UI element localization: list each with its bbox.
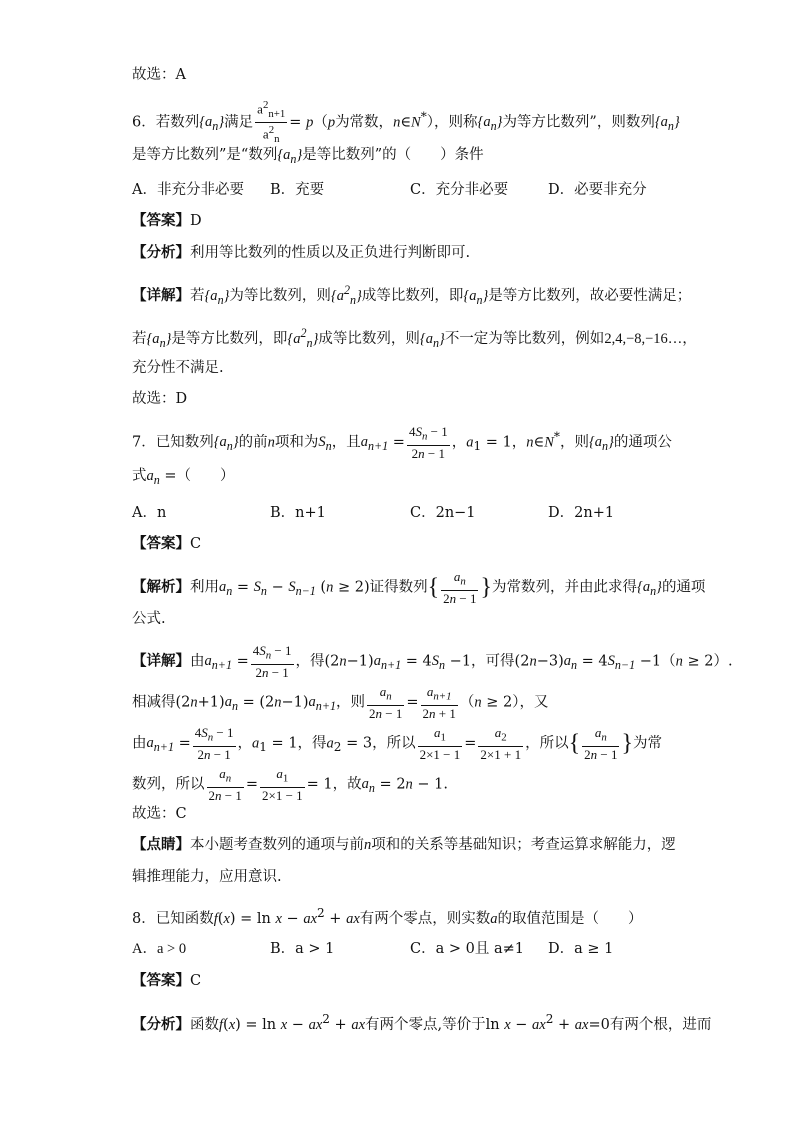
detail-6-line-2: 若$\{a_n\}$是等方比数列，即$\{a^2_n\}$成等比数列，则$\{a_n\}$不一定为等比数列，例如2,4,−8,−16…， [132,326,697,350]
q8-option-c: C．a > 0且 a≠1 [410,941,524,957]
analysis-8: 【分析】函数$f(x) = \ln x - ax^2$ + ax有两个零点,等价于$\ln x - ax^2 + ax=0$有两个根，进而 [132,1012,712,1033]
q6-option-c: C．充分非必要 [410,182,509,198]
answer-8: 【答案】C [132,973,202,989]
q8-option-b: B．a > 1 [270,941,335,957]
q7-option-a: A．n [132,505,167,521]
q6-option-a: A．非充分非必要 [132,182,244,198]
explain-7-line-2: 公式. [132,611,166,627]
answer-6: 【答案】D [132,213,202,229]
detail-7-line-1: 【详解】由$a_{n+1}$ = $\frac{4S_n - 1}{2n - 1}$ ，得$(2n-1)a_{n+1} = 4S_n -1$，可得$(2n-3)a_n = 4S_{n-1} -1(n \ge 2)$. [132,643,733,680]
note-7-line-2: 辑推理能力，应用意识. [132,869,282,885]
question-7-line-2: 式$a_n$ =（ ） [132,468,235,487]
answer-7: 【答案】C [132,536,202,552]
explain-7-line-1: 【解析】利用$a_n = S_n - S_{n-1}$ (n ≥ 2)证得数列{ $\frac{a_n}{2n - 1}$ }为常数列，并由此求得$\{a_n\}$的通项 [132,569,706,606]
select-7: 故选：C [132,806,187,822]
conclusion-line: 故选：A [132,67,186,83]
select-6: 故选：D [132,391,188,407]
note-7-line-1: 【点睛】本小题考查数列的通项与前n项和的关系等基础知识；考查运算求解能力，逻 [132,837,676,853]
question-7-line-1: 7．已知数列$\{a_n\}$的前n项和为$S_n$，且$a_{n+1}$ = $\frac{4S_n - 1}{2n - 1}$ ，$a_1 = 1$，n∈N*，则$\{a_n\}$的通项公 [132,424,672,461]
q7-option-b: B．n+1 [270,505,326,521]
q6-option-d: D．必要非充分 [548,182,647,198]
q8-option-a: A．a > 0 [132,941,187,957]
q7-option-d: D．2n+1 [548,505,615,521]
detail-6-line-3: 充分性不满足. [132,360,224,376]
detail-7-line-2: 相减得$(2n+1)a_n = (2n-1)a_{n+1}$，则 $\frac{a_n}{2n - 1}$ = $\frac{a_{n+1}}{2n + 1}$ （n ≥ 2），又 [132,684,549,721]
detail-6-line-1: 【详解】若$\{a_n\}$为等比数列，则$\{a^2_n\}$成等比数列，即$\{a_n\}$是等方比数列，故必要性满足； [132,283,692,307]
question-6-line-2: 是等方比数列”是“数列$\{a_n\}$是等比数列”的（ ）条件 [132,147,484,166]
question-6-line-1: 6．若数列$\{a_n\}$满足 $\frac{a^2_{n+1}}{a^2_n}$ = p（p为常数，n∈N*），则称$\{a_n\}$为等方比数列”，则数列$\{a_n\}$ [132,99,680,145]
detail-7-line-4: 数列，所以 $\frac{a_n}{2n - 1}$ = $\frac{a_1}{2\times 1 - 1}$ = 1，故$a_n = 2n - 1$. [132,766,448,803]
analysis-6: 【分析】利用等比数列的性质以及正负进行判断即可. [132,245,471,261]
detail-7-line-3: 由$a_{n+1}$ = $\frac{4S_n - 1}{2n - 1}$ ，$a_1 = 1$，得$a_2 = 3$，所以 $\frac{a_1}{2\times 1 - 1}$ = $\frac{a_2}{2\times 1 + 1}$ ，所以{ $\frac{a_n}{2n - 1}$ }为常 [132,725,662,762]
q7-option-c: C．2n−1 [410,505,476,521]
question-8: 8．已知函数$f(x) = \ln x - ax^2$ + ax有两个零点，则实数a的取值范围是（ ） [132,906,643,927]
q8-option-d: D．a ≥ 1 [548,941,614,957]
q6-option-b: B．充要 [270,182,325,198]
